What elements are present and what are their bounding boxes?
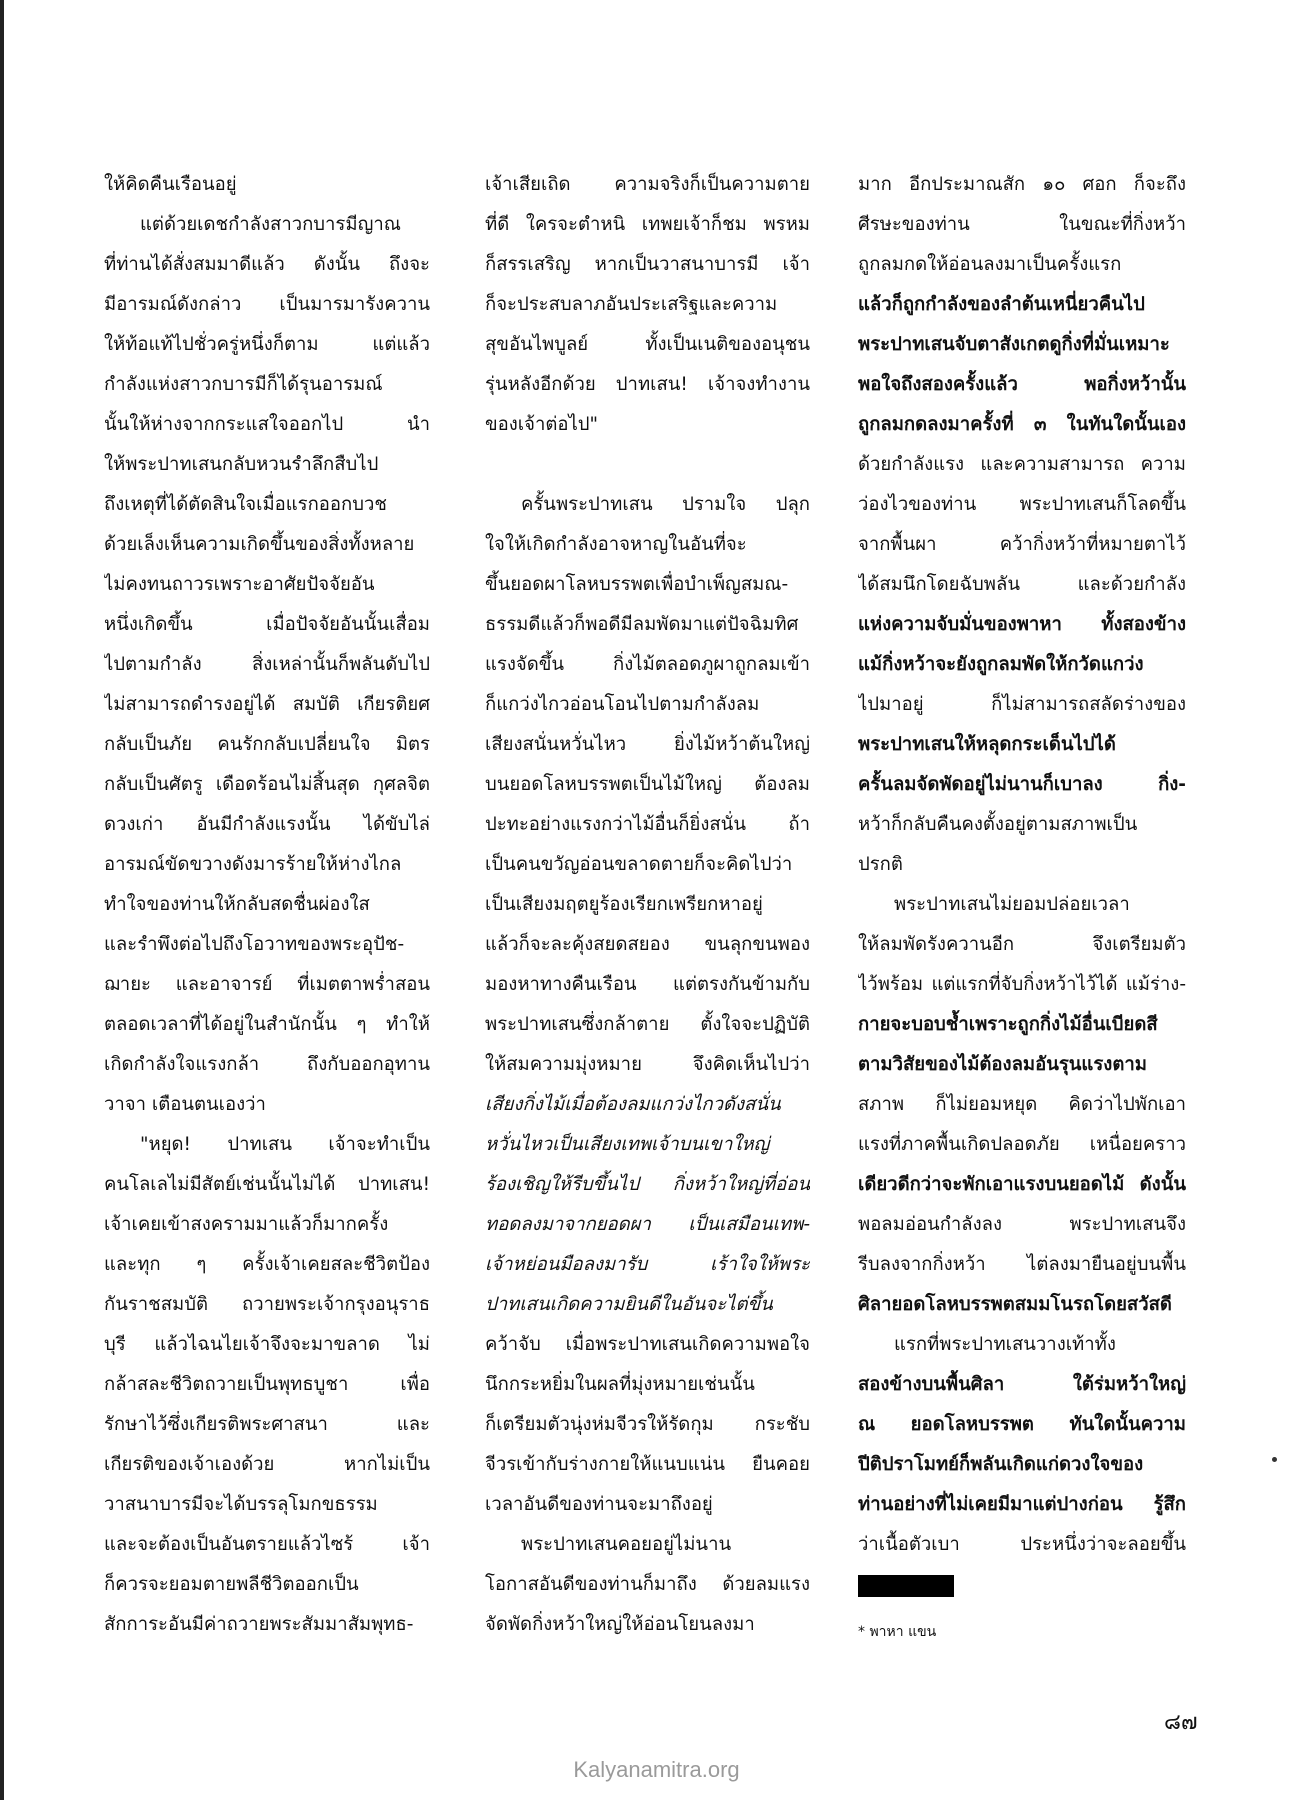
text-line: แล้วก็ถูกกำลังของลำต้นเหนี่ยวคืนไป xyxy=(858,294,1145,315)
text-line: ทอดลงมาจากยอดผา เป็นเสมือนเทพ- xyxy=(485,1214,810,1235)
text-line: วาสนาบารมีจะได้บรรลุโมกขธรรม xyxy=(104,1494,378,1515)
text-line: ร้องเชิญให้รีบขึ้นไป กิ่งหว้าใหญ่ที่อ่อน xyxy=(485,1174,810,1195)
text-line: ทำใจของท่านให้กลับสดชื่นผ่องใส xyxy=(104,894,370,915)
text-line: ถึงเหตุที่ได้ตัดสินใจเมื่อแรกออกบวช xyxy=(104,494,387,515)
text-line: ถูกลมกดให้อ่อนลงมาเป็นครั้งแรก xyxy=(858,254,1122,275)
text-line: ธรรมดีแล้วก็พอดีมีลมพัดมาแต่ปัจฉิมทิศ xyxy=(485,614,799,635)
text-line: แรงที่ภาคพื้นเกิดปลอดภัย เหนื่อยคราว xyxy=(858,1134,1186,1155)
text-line: รุ่นหลังอีกด้วย ปาทเสน! เจ้าจงทำงาน xyxy=(485,374,810,395)
text-line: โอกาสอันดีของท่านก็มาถึง ด้วยลมแรง xyxy=(485,1574,810,1595)
text-line: ไปตามกำลัง สิ่งเหล่านั้นก็พลันดับไป xyxy=(104,654,430,675)
text-line: แห่งความจับมั่นของพาหา ทั้งสองข้าง xyxy=(858,614,1186,635)
text-line: รีบลงจากกิ่งหว้า ไต่ลงมายืนอยู่บนพื้น xyxy=(858,1254,1186,1275)
text-line: สองข้างบนพื้นศิลา ใต้ร่มหว้าใหญ่ xyxy=(858,1374,1186,1395)
scan-edge xyxy=(0,0,4,1800)
text-line: ศิลายอดโลหบรรพตสมมโนรถโดยสวัสดี xyxy=(858,1294,1172,1315)
scan-speck xyxy=(1272,1457,1277,1462)
text-line: เวลาอันดีของท่านจะมาถึงอยู่ xyxy=(485,1494,713,1515)
text-line: จัดพัดกิ่งหว้าใหญ่ให้อ่อนโยนลงมา xyxy=(485,1614,755,1635)
text-line: ไม่สามารถดำรงอยู่ได้ สมบัติ เกียรติยศ xyxy=(104,694,430,715)
text-line: ตามวิสัยของไม้ต้องลมอันรุนแรงตาม xyxy=(858,1054,1147,1075)
text-line: บุรี แล้วไฉนไยเจ้าจึงจะมาขลาด ไม่ xyxy=(104,1334,430,1355)
text-line: ไม่คงทนถาวรเพราะอาศัยปัจจัยอัน xyxy=(104,574,375,595)
text-line: ว่องไวของท่าน พระปาทเสนก็โลดขึ้น xyxy=(858,494,1186,515)
footnote: * พาหา แขน xyxy=(858,1624,937,1640)
text-line: กายจะบอบช้ำเพราะถูกกิ่งไม้อื่นเบียดสี xyxy=(858,1014,1158,1035)
text-line: ที่ท่านได้สั่งสมมาดีแล้ว ดังนั้น ถึงจะ xyxy=(104,254,430,275)
text-line: และจะต้องเป็นอันตรายแล้วไซร้ เจ้า xyxy=(104,1534,430,1555)
text-line: กันราชสมบัติ ถวายพระเจ้ากรุงอนุราธ xyxy=(104,1294,430,1315)
text-line: จีวรเข้ากับร่างกายให้แนบแน่น ยืนคอย xyxy=(485,1454,810,1475)
text-line: ปรกติ xyxy=(858,854,903,875)
text-line: เกียรติของเจ้าเองด้วย หากไม่เป็น xyxy=(104,1454,430,1475)
text-line: คว้าจับ เมื่อพระปาทเสนเกิดความพอใจ xyxy=(485,1334,810,1355)
text-line: ณ ยอดโลหบรรพต ทันใดนั้นความ xyxy=(858,1414,1186,1435)
text-line: กล้าสละชีวิตถวายเป็นพุทธบูชา เพื่อ xyxy=(104,1374,430,1395)
text-line: มองหาทางคืนเรือน แต่ตรงกันข้ามกับ xyxy=(485,974,810,995)
text-line: สักการะอันมีค่าถวายพระสัมมาสัมพุทธ- xyxy=(104,1614,414,1635)
text-line: ก็เตรียมตัวนุ่งห่มจีวรให้รัดกุม กระชับ xyxy=(485,1414,810,1435)
text-line: หว้าก็กลับคืนคงตั้งอยู่ตามสภาพเป็น xyxy=(858,814,1138,835)
text-line: นั้นให้ห่างจากกระแสใจออกไป นำ xyxy=(104,414,430,435)
text-line: สภาพ ก็ไม่ยอมหยุด คิดว่าไปพักเอา xyxy=(858,1094,1186,1115)
text-line: ก็จะประสบลาภอันประเสริฐและความ xyxy=(485,294,778,315)
text-line: และรำพึงต่อไปถึงโอวาทของพระอุปัช- xyxy=(104,934,405,955)
text-line: และทุก ๆ ครั้งเจ้าเคยสละชีวิตป้อง xyxy=(104,1254,430,1275)
column-2 xyxy=(485,165,810,1645)
text-line: แล้วก็จะละคุ้งสยดสยอง ขนลุกขนพอง xyxy=(485,934,810,955)
text-line: เสียงกิ่งไม้เมื่อต้องลมแกว่งไกวดังสนั่น xyxy=(485,1094,781,1115)
text-line: มีอารมณ์ดังกล่าว เป็นมารมารังควาน xyxy=(104,294,430,315)
text-line: เสียงสนั่นหวั่นไหว ยิ่งไม้หว้าต้นใหญ่ xyxy=(485,734,810,755)
text-line: ได้สมนึกโดยฉับพลัน และด้วยกำลัง xyxy=(858,574,1186,595)
text-line: ก็แกว่งไกวอ่อนโอนไปตามกำลังลม xyxy=(485,694,760,715)
text-line: พระปาทเสนซึ่งกล้าตาย ตั้งใจจะปฏิบัติ xyxy=(485,1014,810,1035)
text-line: พระปาทเสนให้หลุดกระเด็นไปได้ xyxy=(858,734,1116,755)
column-3 xyxy=(858,165,1186,1643)
text-line: ให้สมความมุ่งหมาย จึงคิดเห็นไปว่า xyxy=(485,1054,810,1075)
text-line: กำลังแห่งสาวกบารมีก็ได้รุนอารมณ์ xyxy=(104,374,383,395)
text-line: ที่ดี ใครจะตำหนิ เทพยเจ้าก็ชม พรหม xyxy=(485,214,810,235)
text-line: เป็นคนขวัญอ่อนขลาดตายก็จะคิดไปว่า xyxy=(485,854,793,875)
text-line: แรกที่พระปาทเสนวางเท้าทั้ง xyxy=(894,1334,1116,1355)
page-number: ๘๗ xyxy=(1164,1710,1198,1735)
redaction-bar xyxy=(858,1575,954,1597)
text-line: บนยอดโลหบรรพตเป็นไม้ใหญ่ ต้องลม xyxy=(485,774,810,795)
text-line: สุขอันไพบูลย์ ทั้งเป็นเนติของอนุชน xyxy=(485,334,810,355)
text-line: หวั่นไหวเป็นเสียงเทพเจ้าบนเขาใหญ่ xyxy=(485,1134,770,1155)
text-line: หนึ่งเกิดขึ้น เมื่อปัจจัยอันนั้นเสื่อม xyxy=(104,614,430,635)
text-line: ให้คิดคืนเรือนอยู่ xyxy=(104,174,237,195)
paragraph-gap xyxy=(485,445,810,485)
text-line: ก็ควรจะยอมตายพลีชีวิตออกเป็น xyxy=(104,1574,359,1595)
text-line: เจ้าหย่อนมือลงมารับ เร้าใจให้พระ xyxy=(485,1254,810,1275)
text-line: พอใจถึงสองครั้งแล้ว พอกิ่งหว้านั้น xyxy=(858,374,1186,395)
text-line: ใจให้เกิดกำลังอาจหาญในอันที่จะ xyxy=(485,534,747,555)
text-line: ไปมาอยู่ ก็ไม่สามารถสลัดร่างของ xyxy=(858,694,1186,715)
text-line: พระปาทเสนคอยอยู่ไม่นาน xyxy=(521,1534,732,1555)
text-line: ปาทเสนเกิดความยินดีในอันจะไต่ขึ้น xyxy=(485,1294,773,1315)
text-line: กลับเป็นภัย คนรักกลับเปลี่ยนใจ มิตร xyxy=(104,734,430,755)
text-line: วาจา เตือนตนเองว่า xyxy=(104,1094,266,1115)
text-line: ฌายะ และอาจารย์ ที่เมตตาพร่ำสอน xyxy=(104,974,430,995)
text-line: เจ้าเคยเข้าสงครามมาแล้วก็มากครั้ง xyxy=(104,1214,389,1235)
text-line: พระปาทเสนไม่ยอมปล่อยเวลา xyxy=(894,894,1130,915)
text-line: ขึ้นยอดผาโลหบรรพตเพื่อบำเพ็ญสมณ- xyxy=(485,574,789,595)
text-line: มาก อีกประมาณสัก ๑๐ ศอก ก็จะถึง xyxy=(858,174,1186,195)
text-line: พอลมอ่อนกำลังลง พระปาทเสนจึง xyxy=(858,1214,1186,1235)
text-line: คนโลเลไม่มีสัตย์เช่นนั้นไม่ได้ ปาทเสน! xyxy=(104,1174,430,1195)
text-line: ตลอดเวลาที่ได้อยู่ในสำนักนั้น ๆ ทำให้ xyxy=(104,1014,430,1035)
text-line: ด้วยกำลังแรง และความสามารถ ความ xyxy=(858,454,1186,475)
text-line: เดียวดีกว่าจะพักเอาแรงบนยอดไม้ ดังนั้น xyxy=(858,1174,1186,1195)
text-line: ถูกลมกดลงมาครั้งที่ ๓ ในทันใดนั้นเอง xyxy=(858,414,1186,435)
text-line: ให้ลมพัดรังควานอีก จึงเตรียมตัว xyxy=(858,934,1186,955)
text-line: ครั้นลมจัดพัดอยู่ไม่นานก็เบาลง กิ่ง- xyxy=(858,774,1186,795)
text-line: ก็สรรเสริญ หากเป็นวาสนาบารมี เจ้า xyxy=(485,254,810,275)
text-line: กลับเป็นศัตรู เดือดร้อนไม่สิ้นสุด กุศลจิต xyxy=(104,774,430,795)
text-line: ไว้พร้อม แต่แรกที่จับกิ่งหว้าไว้ได้ แม้ร่าง- xyxy=(858,974,1186,995)
column-1 xyxy=(104,165,430,1645)
text-line: ศีรษะของท่าน ในขณะที่กิ่งหว้า xyxy=(858,214,1186,235)
text-line: เจ้าเสียเถิด ความจริงก็เป็นความตาย xyxy=(485,174,810,195)
text-line: นึกกระหยิ่มในผลที่มุ่งหมายเช่นนั้น xyxy=(485,1374,755,1395)
text-line: พระปาทเสนจับตาสังเกตดูกิ่งที่มั่นเหมาะ xyxy=(858,334,1170,355)
text-line: ท่านอย่างที่ไม่เคยมีมาแต่ปางก่อน รู้สึก xyxy=(858,1494,1186,1515)
watermark: Kalyanamitra.org xyxy=(573,1757,740,1782)
text-line: แต่ด้วยเดชกำลังสาวกบารมีญาณ xyxy=(140,214,401,235)
text-line: ให้ท้อแท้ไปชั่วครู่หนึ่งก็ตาม แต่แล้ว xyxy=(104,334,430,355)
text-line: อารมณ์ขัดขวางดังมารร้ายให้ห่างไกล xyxy=(104,854,402,875)
text-line: ปะทะอย่างแรงกว่าไม้อื่นก็ยิ่งสนั่น ถ้า xyxy=(485,814,810,835)
text-line: เกิดกำลังใจแรงกล้า ถึงกับออกอุทาน xyxy=(104,1054,430,1075)
text-line: เป็นเสียงมฤตยูร้องเรียกเพรียกหาอยู่ xyxy=(485,894,763,915)
text-line: รักษาไว้ซึ่งเกียรติพระศาสนา และ xyxy=(104,1414,430,1435)
text-line: ด้วยเล็งเห็นความเกิดขึ้นของสิ่งทั้งหลาย xyxy=(104,534,415,555)
text-line: ว่าเนื้อตัวเบา ประหนึ่งว่าจะลอยขึ้น xyxy=(858,1534,1186,1555)
text-line: ให้พระปาทเสนกลับหวนรำลึกสืบไป xyxy=(104,454,379,475)
text-line: "หยุด! ปาทเสน เจ้าจะทำเป็น xyxy=(140,1134,430,1155)
text-line: ครั้นพระปาทเสน ปรามใจ ปลุก xyxy=(521,494,810,515)
text-line: แรงจัดขึ้น กิ่งไม้ตลอดภูผาถูกลมเข้า xyxy=(485,654,810,675)
text-line: ของเจ้าต่อไป" xyxy=(485,414,599,435)
text-line: ดวงเก่า อันมีกำลังแรงนั้น ได้ขับไล่ xyxy=(104,814,430,835)
text-line: ปีติปราโมทย์ก็พลันเกิดแก่ดวงใจของ xyxy=(858,1454,1144,1475)
text-line: จากพื้นผา คว้ากิ่งหว้าที่หมายตาไว้ xyxy=(858,534,1186,555)
text-line: แม้กิ่งหว้าจะยังถูกลมพัดให้กวัดแกว่ง xyxy=(858,654,1144,675)
